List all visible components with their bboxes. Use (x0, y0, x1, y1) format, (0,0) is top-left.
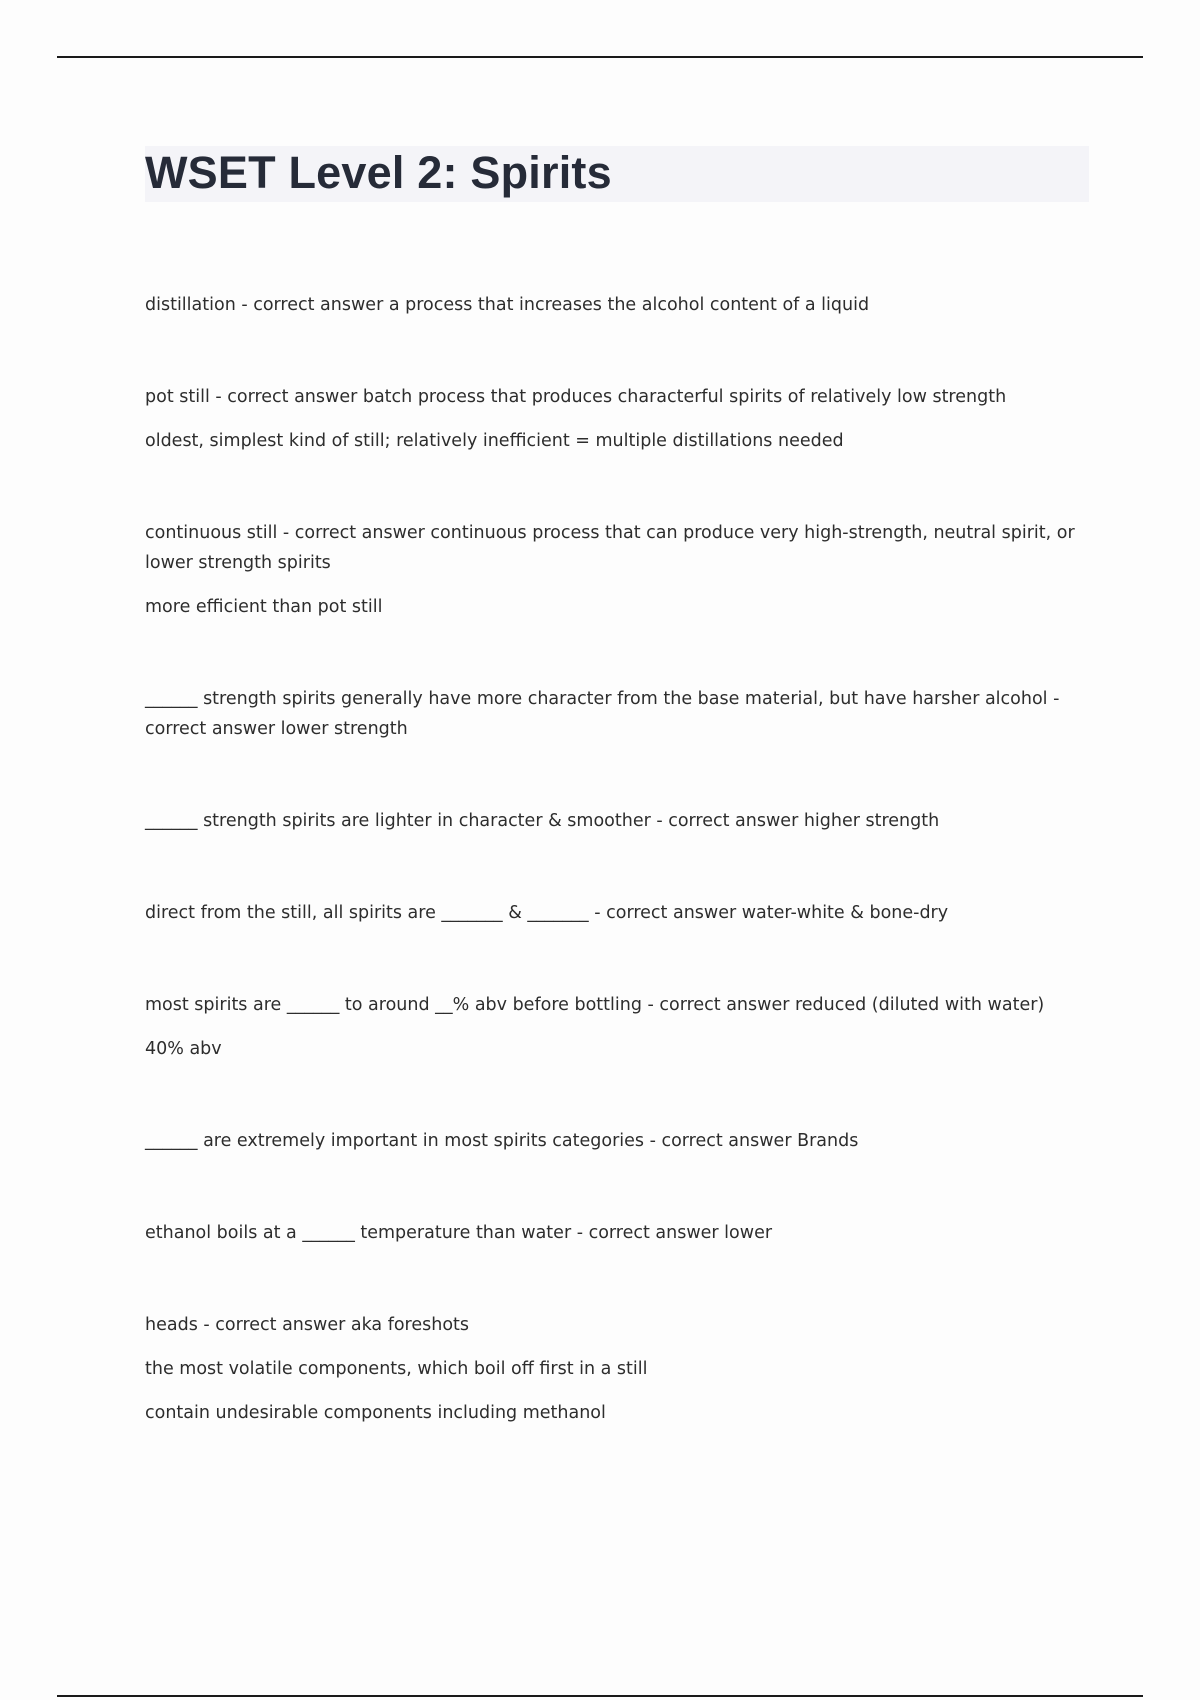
card-note: more efficient than pot still (145, 597, 383, 617)
flashcard (145, 990, 1090, 1064)
card-note: oldest, simplest kind of still; relatively inefficient = multiple distillations needed (145, 431, 844, 451)
flashcard (145, 684, 1090, 744)
card-text: direct from the still, all spirits are _______ & _______ - correct answer water-white & bone-dry (145, 903, 949, 923)
flashcard (145, 898, 1090, 928)
flashcard (145, 1310, 1090, 1428)
flashcard-list (145, 290, 1090, 1490)
flashcard (145, 1126, 1090, 1156)
card-note: the most volatile components, which boil off first in a still (145, 1359, 648, 1379)
card-text: heads - correct answer aka foreshots (145, 1315, 470, 1335)
card-text: ethanol boils at a ______ temperature than water - correct answer lower (145, 1223, 773, 1243)
card-note: 40% abv (145, 1039, 222, 1059)
card-text: continuous still - correct answer continuous process that can produce very high-strength, neutral spirit, or lower strength spirits (145, 523, 1075, 573)
card-text: pot still - correct answer batch process that produces characterful spirits of relatively low strength (145, 387, 1007, 407)
page-title: WSET Level 2: Spirits (145, 147, 612, 198)
card-text: ______ strength spirits are lighter in character & smoother - correct answer higher strength (145, 811, 940, 831)
flashcard (145, 290, 1090, 320)
flashcard (145, 1218, 1090, 1248)
flashcard (145, 382, 1090, 456)
card-text: ______ are extremely important in most spirits categories - correct answer Brands (145, 1131, 859, 1151)
bottom-divider (57, 1695, 1143, 1697)
flashcard (145, 806, 1090, 836)
top-divider (57, 56, 1143, 58)
card-note: contain undesirable components including methanol (145, 1403, 606, 1423)
card-text: distillation - correct answer a process that increases the alcohol content of a liquid (145, 295, 870, 315)
flashcard (145, 518, 1090, 622)
card-text: ______ strength spirits generally have more character from the base material, but have harsher alcohol - correct answer lower strength (145, 689, 1060, 739)
card-text: most spirits are ______ to around __% abv before bottling - correct answer reduced (diluted with water) (145, 995, 1045, 1015)
